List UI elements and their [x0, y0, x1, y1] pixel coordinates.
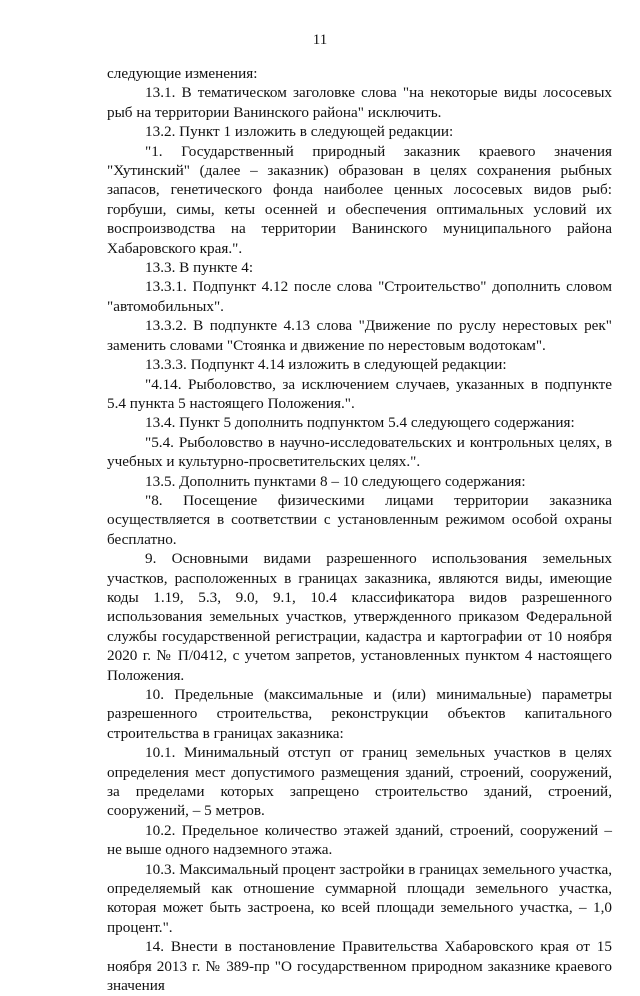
- paragraph: 13.2. Пункт 1 изложить в следующей редакции:: [145, 123, 454, 141]
- paragraph: "5.4. Рыболовство в научно-исследовательских и контрольных целях, в учебных и культурно-просветительских целях.".: [107, 433, 612, 471]
- paragraph: 10.1. Минимальный отступ от границ земельных участков в целях определения мест допустимого размещения зданий, строений, сооружений, за пределами которых запрещено строительство зданий, строений, сооружений, – 5 метров.: [107, 744, 612, 820]
- paragraph: 13.3. В пункте 4:: [145, 259, 254, 277]
- page-number: 11: [312, 32, 328, 48]
- document-body: [107, 64, 612, 996]
- paragraph: 13.3.2. В подпункте 4.13 слова "Движение по руслу нерестовых рек" заменить словами "Стоянка и движение по нерестовым водотокам".: [107, 317, 612, 354]
- paragraph: "8. Посещение физическими лицами территории заказника осуществляется в соответствии с установленным режимом особой охраны бесплатно.: [107, 491, 612, 548]
- paragraph: "1. Государственный природный заказник краевого значения "Хутинский" (далее – заказник) образован в целях сохранения рыбных запасов, генетического фонда наиболее ценных лососевых видов рыб: горбуши, симы, кеты осенней и обеспечения оптимальных условий их воспроизводства на территории Ванинского муниципального района Хабаровского края.".: [107, 142, 612, 257]
- paragraph: "4.14. Рыболовство, за исключением случаев, указанных в подпункте 5.4 пункта 5 настоящего Положения.".: [107, 375, 612, 412]
- paragraph: 13.1. В тематическом заголовке слова "на некоторые виды лососевых рыб на территории Ванинского района" исключить.: [107, 84, 612, 121]
- paragraph: 10.2. Предельное количество этажей зданий, строений, сооружений – не выше одного надземного этажа.: [107, 821, 612, 859]
- paragraph: 9. Основными видами разрешенного использования земельных участков, расположенных в границах заказника, являются виды, имеющие коды 1.19, 5.3, 9.0, 9.1, 10.4 классификатора видов разрешенного использования земельных участков, утвержденного приказом Федеральной службы государственной регистрации, кадастра и картографии от 10 ноября 2020 г. № П/0412, с учетом запретов, установленных пунктом 4 настоящего Положения.: [107, 550, 612, 684]
- paragraph: 13.4. Пункт 5 дополнить подпунктом 5.4 следующего содержания:: [145, 414, 575, 432]
- paragraph: 10.3. Максимальный процент застройки в границах земельного участка, определяемый как отношение суммарной площади земельного участка, которая может быть застроена, ко всей площади земельного участка, – 1,0 процент.".: [107, 860, 612, 936]
- paragraph: 14. Внести в постановление Правительства Хабаровского края от 15 ноября 2013 г. № 389-пр "О государственном природном заказнике краевого значения: [107, 938, 612, 995]
- paragraph: 10. Предельные (максимальные и (или) минимальные) параметры разрешенного строительства, реконструкции объектов капитального строительства в границах заказника:: [107, 686, 612, 742]
- paragraph: 13.3.1. Подпункт 4.12 после слова "Строительство" дополнить словом "автомобильных".: [107, 278, 612, 315]
- paragraph: 13.5. Дополнить пунктами 8 – 10 следующего содержания:: [145, 472, 526, 490]
- paragraph: следующие изменения:: [107, 65, 258, 82]
- paragraph: 13.3.3. Подпункт 4.14 изложить в следующей редакции:: [145, 356, 507, 374]
